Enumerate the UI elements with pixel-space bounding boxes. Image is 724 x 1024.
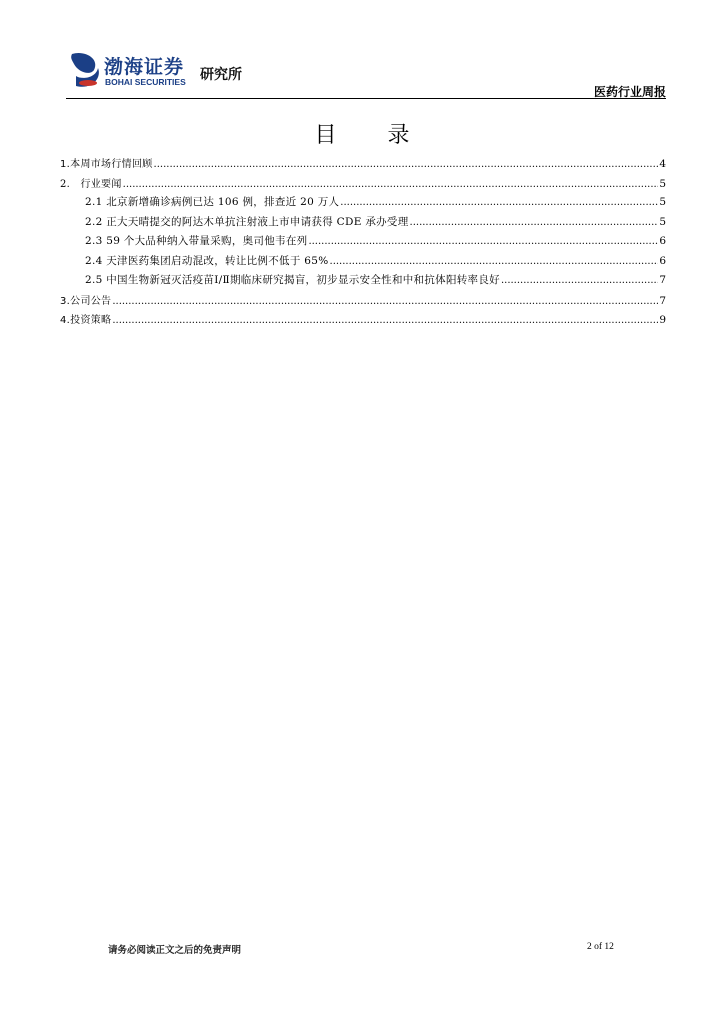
toc-entry-page: 7 xyxy=(659,274,666,286)
toc-dot-leader xyxy=(154,159,659,170)
page-header xyxy=(66,50,666,100)
toc-dot-leader xyxy=(112,315,658,326)
footer-page-number: 2 of 12 xyxy=(587,942,614,952)
toc-entry-page: 4 xyxy=(659,158,666,170)
report-type: 医药行业周报 xyxy=(593,85,666,99)
toc-entry-label: 2.5 中国生物新冠灭活疫苗Ⅰ/Ⅱ期临床研究揭盲，初步显示安全性和中和抗体阳转率良好 xyxy=(85,274,500,286)
toc-entry-page: 6 xyxy=(659,254,666,267)
logo-chinese-name: 渤海证券 xyxy=(104,56,185,78)
toc-dot-leader xyxy=(501,275,658,286)
footer-disclaimer: 请务必阅读正文之后的免责声明 xyxy=(108,945,242,956)
toc-dot-leader xyxy=(410,217,659,228)
toc-entry-label: 3.公司公告 xyxy=(60,295,112,307)
toc-dot-leader xyxy=(308,236,658,247)
toc-entry-label: 2. 行业要闻 xyxy=(60,178,122,190)
bohai-logo xyxy=(66,50,266,92)
toc-entry[interactable] xyxy=(60,272,666,292)
table-of-contents xyxy=(60,155,666,331)
toc-title: 目 录 xyxy=(314,123,432,148)
toc-entry-label: 2.2 正大天晴提交的阿达木单抗注射液上市申请获得 CDE 承办受理 xyxy=(85,215,409,228)
toc-entry-label: 2.3 59 个大品种纳入带量采购，奥司他韦在列 xyxy=(85,235,308,247)
toc-entry[interactable] xyxy=(60,233,666,253)
toc-entry[interactable] xyxy=(60,194,666,214)
toc-entry[interactable] xyxy=(60,214,666,234)
toc-dot-leader xyxy=(340,197,658,208)
toc-dot-leader xyxy=(330,256,659,267)
toc-entry[interactable] xyxy=(60,253,666,273)
toc-entry-label: 4.投资策略 xyxy=(60,315,112,326)
toc-entry-label: 2.4 天津医药集团启动混改，转让比例不低于 65% xyxy=(85,254,329,267)
toc-entry[interactable] xyxy=(60,311,666,331)
toc-entry-page: 5 xyxy=(659,177,666,190)
toc-entry-page: 5 xyxy=(659,196,666,208)
toc-entry-page: 6 xyxy=(659,235,666,247)
header-divider xyxy=(66,98,666,99)
toc-entry-page: 9 xyxy=(659,314,666,326)
toc-entry[interactable] xyxy=(60,155,666,175)
institute-name: 研究所 xyxy=(200,67,242,83)
toc-entry-page: 7 xyxy=(659,294,666,307)
toc-entry-label: 2.1 北京新增确诊病例已达 106 例，排查近 20 万人 xyxy=(85,196,340,208)
bohai-logo-mark-icon xyxy=(66,50,104,90)
toc-entry[interactable] xyxy=(60,175,666,195)
toc-entry-label: 1.本周市场行情回顾 xyxy=(60,159,153,170)
toc-entry[interactable] xyxy=(60,292,666,312)
toc-dot-leader xyxy=(123,179,659,190)
toc-dot-leader xyxy=(112,296,658,307)
logo-english-name: BOHAI SECURITIES xyxy=(105,77,186,87)
toc-entry-page: 5 xyxy=(659,215,666,228)
